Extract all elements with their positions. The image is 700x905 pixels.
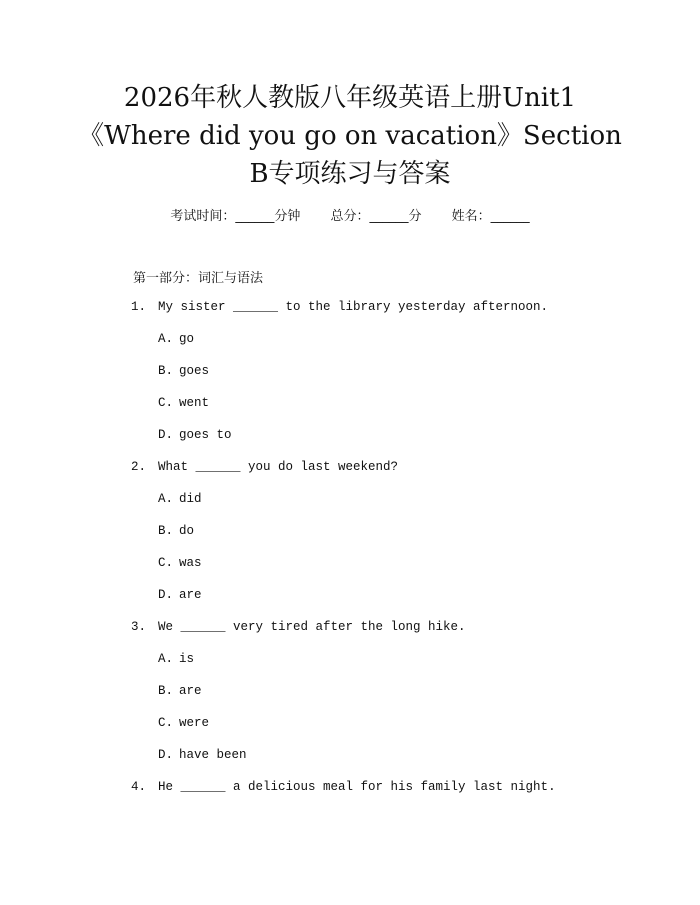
option-text: did [179, 492, 202, 506]
option-letter: A. [158, 332, 174, 346]
question-number: 3. [131, 620, 147, 634]
option-letter: A. [158, 492, 174, 506]
option-letter: B. [158, 364, 174, 378]
option-text: goes to [179, 428, 232, 442]
option-letter: D. [158, 588, 174, 602]
option-text: do [179, 524, 195, 538]
answer-option [0, 650, 700, 682]
option-text: are [179, 684, 202, 698]
option-letter: C. [158, 396, 174, 410]
option-text: was [179, 556, 202, 570]
answer-option [0, 330, 700, 362]
question-item [0, 298, 700, 330]
option-text: have been [179, 748, 247, 762]
question-text: What ______ you do last weekend? [158, 460, 399, 474]
answer-option [0, 522, 700, 554]
question-item [0, 618, 700, 650]
total-score: 总分：______分 [330, 209, 422, 224]
question-text: He ______ a delicious meal for his family last night. [158, 780, 556, 794]
question-item [0, 458, 700, 490]
answer-option [0, 394, 700, 426]
student-name: 姓名：______ [451, 209, 530, 224]
answer-option [0, 490, 700, 522]
question-number: 1. [131, 300, 147, 314]
exam-meta [0, 205, 700, 224]
answer-option [0, 426, 700, 458]
option-letter: C. [158, 556, 174, 570]
answer-option [0, 682, 700, 714]
option-letter: D. [158, 748, 174, 762]
option-letter: B. [158, 524, 174, 538]
answer-option [0, 586, 700, 618]
answer-option [0, 362, 700, 394]
option-letter: B. [158, 684, 174, 698]
question-number: 4. [131, 780, 147, 794]
question-number: 2. [131, 460, 147, 474]
title-line-2: 《Where did you go on vacation》Section [78, 121, 622, 151]
section-heading: 第一部分：词汇与语法 [133, 271, 264, 286]
question-text: My sister ______ to the library yesterday afternoon. [158, 300, 549, 314]
question-item [0, 778, 700, 810]
question-text: We ______ very tired after the long hike. [158, 620, 466, 634]
option-letter: A. [158, 652, 174, 666]
option-letter: D. [158, 428, 174, 442]
option-text: went [179, 396, 210, 410]
option-letter: C. [158, 716, 174, 730]
answer-option [0, 714, 700, 746]
answer-option [0, 554, 700, 586]
title-line-1: 2026年秋人教版八年级英语上册Unit1 [123, 83, 577, 113]
document-title [60, 79, 640, 193]
question-list [0, 298, 700, 810]
option-text: go [179, 332, 195, 346]
option-text: is [179, 652, 195, 666]
option-text: were [179, 716, 210, 730]
exam-time: 考试时间：______分钟 [170, 209, 301, 224]
option-text: are [179, 588, 202, 602]
option-text: goes [179, 364, 210, 378]
answer-option [0, 746, 700, 778]
title-line-3: B专项练习与答案 [249, 159, 451, 189]
